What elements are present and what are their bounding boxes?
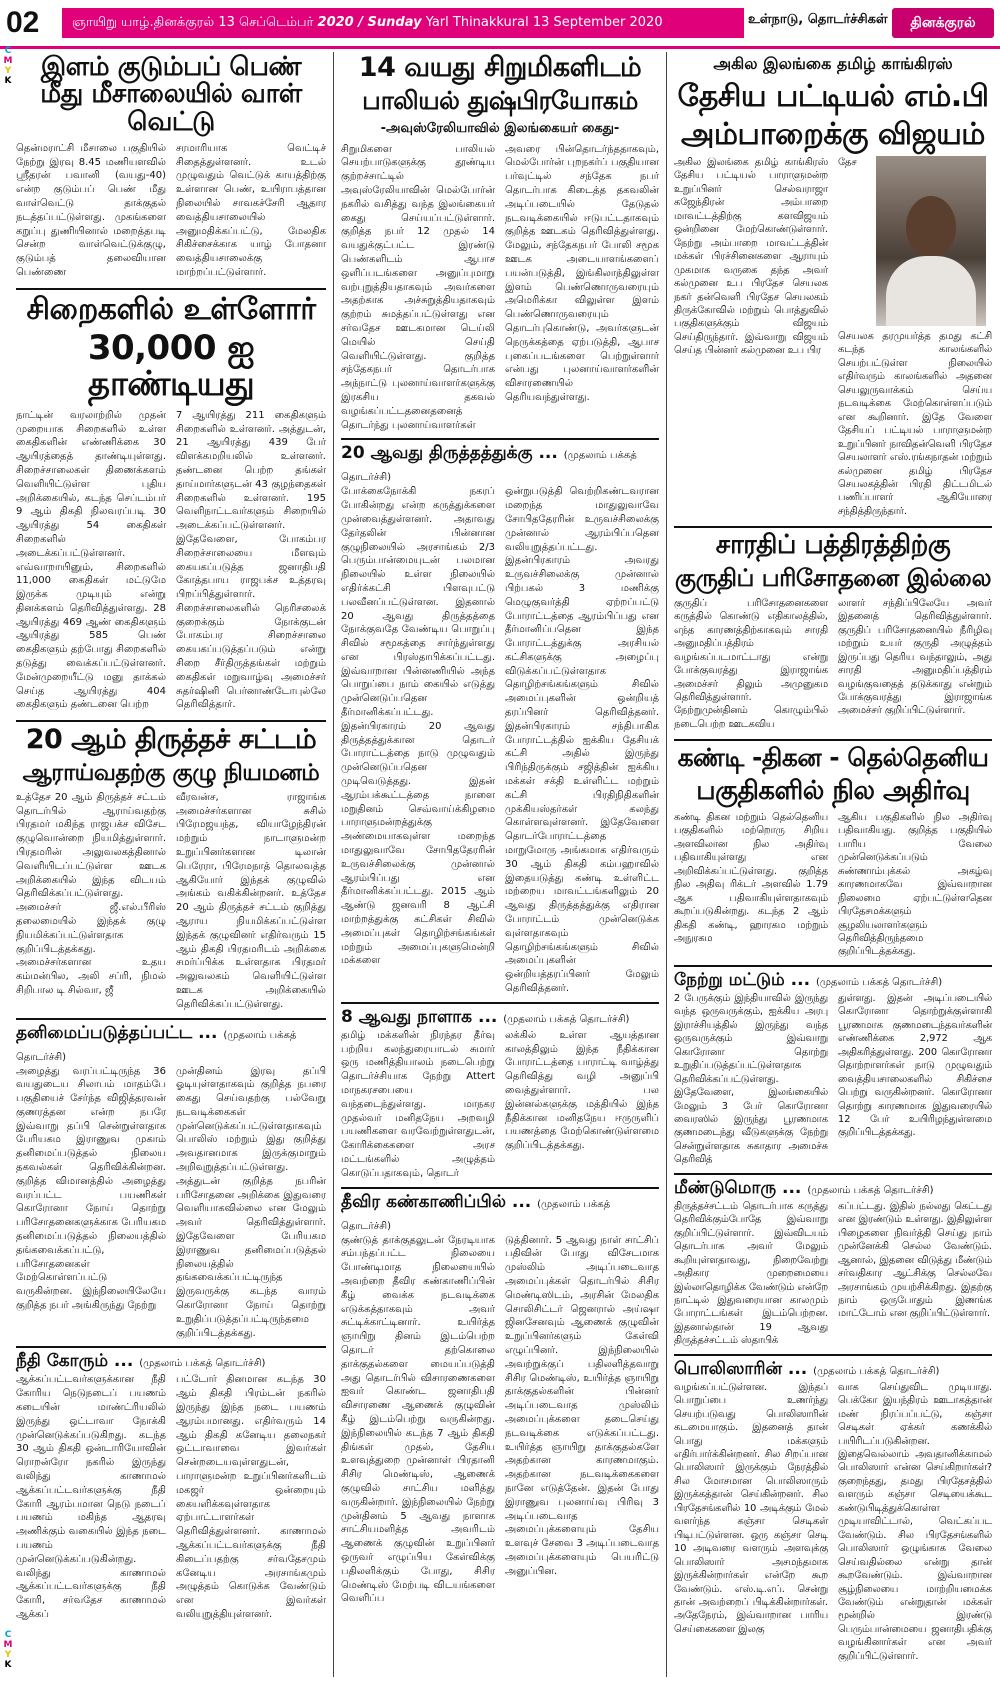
headline-line2: குருதிப் பரிசோதனை இல்லை: [674, 563, 992, 592]
continuation-8th-day: 8 ஆவது நாளாக ... (முதலாம் பக்கத் தொடர்ச்சி) தமிழ் மக்களின் நிரந்தர தீர்வு பற்றிய கலந்துரையாடல் சுமார் ஒரு மணித்தியாலம் நடைபெற்று தொடர்ச்சியாக நேற்று Attert மாநகரசபையை வந்தடைந்துள்ளது. மாநகர முதல்வர் மனிதநேய அறவழி பயணிகளை வரவேற்றுள்ளதுடன், கோரிக்கைகளை அரச மட்டங்களில் அழுத்தம் கொடுப்பதாகவும், தொடர் லக்கில் உள்ள ஆயத்தான காலத்திலும் இந்த நீதிக்கான போராட்டத்தை பாராட்டி வாழ்த்து தெரிவித்து வழி அனுப்பி வைத்துள்ளார். பல இன்னல்களுக்கு மத்தியில் இந்த நீதிக்கான மனிதநேய ஈருருளிப் பயணத்தை மேற்கொண்டுள்ளமை குறிப்பிடத்தக்கது.: [341, 1002, 659, 1181]
headline-line1: சாரதிப் பத்திரத்திற்கு: [715, 530, 951, 561]
subheadline: -அவுஸ்ரேலியாவில் இலங்கையர் கைது-: [380, 120, 620, 136]
article-body: குண்டுத் தாக்குதலுடன் நேரடியாக சம்பந்தப்பட்ட நிலையை போண்டிமாத நிலையையில் அவற்றை தீவிர கண்காணிப்பின் கீழ் வைக்க நடவடிக்கை எடுக்கத்தாகவும் அவர் சுட்டிக்காட்டினார். உயிர்த்த ஞாயிறு தினம் இடம்பெற்ற தொடர் தற்கொலை தாக்குதல்களை மையப்படுத்தி அது தொடர்பில் விசாரணைகளை ஐவர் கொண்ட ஜனாதிபதி விசாரணை ஆணைக் குழுவின் கீழ் இடம்பெற்று வருகின்றது. இந்நிலையில் கடந்த 7 ஆம் திகதி திங்கள் முதல், தேசிய உளவுத்துறை முன்னாள் பிரதானி சிசிர மெண்டிஸ், ஆணைக் குழுவில் சாட்சிய மளித்து வருகின்றார். இந்நிலையில் நேற்று முன்தினம் 5 ஆவது நாளாக சாட்சியமளித்த அவரிடம் ஆணைக் குழுவின் உறுப்பினர் ஒருவர் எழுப்பிய கேள்விக்கு பதிலளிக்கும் போது, சிசிர மெண்டிஸ் மேற்படி விடயங்களை வெளிப்ப: [341, 1234, 495, 1605]
continuation-title: நீதி கோரும்: [16, 1351, 108, 1372]
continuation-tag: (முதலாம் பக்கத் தொடர்ச்சி): [16, 1029, 297, 1063]
headline-line1: தேசிய பட்டியல் எம்.பி: [677, 79, 989, 114]
continuation-tag: (முதலாம் பக்கத் தொடர்ச்சி): [813, 1365, 940, 1377]
continuation-title: 8 ஆவது நாளாக: [341, 1006, 473, 1027]
article-body: லாளர் சந்திப்பிலேயே அவர் இதனைத் தெரிவித்துள்ளார். குருதிப் பரிசோதனையில் நீரிழிவு மற்றும் உயர் குருதி அழுத்தம் இருப்பது தெரிய வந்தாலும், அது சாரதி அனுமதிப்பத்திரம் வழங்குவதைத் தடுக்காது என்றும் போக்குவரத்து இராஜாங்க அமைச்சர் குறிப்பிட்டுள்ளார்.: [838, 597, 992, 717]
continuation-title: தனிமைப்படுத்தப்பட்ட: [16, 1022, 193, 1043]
article-misalai-attack: [16, 54, 326, 280]
photo-shirt: [886, 256, 976, 326]
article-body: ஒன்றுபடுத்தி வெற்றிகண்டவரான மறைந்த மாதுலுவாவே சோபிததேரரின் உருவச்சிலைக்கு முன்னால் ஆரம்பிப்பதென வலியுறுத்தப்பட்டது. இதன்பிரகாரம் அவரது உருவச்சிலைக்கு முன்னால் பிற்பகல் 3 மணிக்கு மெழுகுவர்த்தி ஏற்றப்பட்டு போராட்டத்தை ஆரம்பிப்பது என தீர்மானிப்பதென இந்த போராட்டத்துக்கு அரசியல் கட்சிகளுக்கு அழைப்பு விடுக்கப்பட்டுள்ளதாக தொழிற்சங்கங்களும் சிவில் அமைப்புகளின் ஒன்றியத் தரப்பினர் தெரிவித்தனர். இதன்பிரகாரம் சந்திபாகிக போராட்டத்தில் ஐக்கிய தேசியக் கட்சி அதில் இருந்து பிரிந்திருக்கும் சஜித்தின் ஐக்கிய மக்கள் சக்தி உள்ளிட்ட மற்றும் கட்சி பிரதிநிதிகளின் முக்கியஸ்தர்கள் கலந்து கொள்ளவுள்ளனர். இதேவேளை தொடர்போராட்டத்தை மாறுமோரு அங்கமாக எதிர்வரும் 30 ஆம் திகதி கம்பஹாவில் இதையடுத்து கண்டி உள்ளிட்ட மற்றைய மாவட்டங்களிலும் 20 ஆவது திருத்தத்துக்கு எதிரான போராட்டம் முன்னெடுக்க வுள்ளதாகவும் தொழிற்சங்கங்களும் சிவில் அமைப்புகளின் ஒன்றியத்தரப்பினர் மேலும் தெரிவித்தனர்.: [505, 486, 659, 995]
article-body: வீரவன்ச, ராஜாங்க அமைச்சர்களான சுசில் பிரேமஜயந்த, வியாழேந்திரன் மற்றும் நாடாளுமன்ற உறுப்பினர்களான டிலான் பெரேரா, பிரேமநாத் தொலவத்த ஆகியோர் இந்தக் குழுவில் அங்கம் வகிக்கின்றனர். உத்தேச 20 ஆம் திருத்தச் சட்டம் குறித்து ஆராய நியமிக்கப்பட்டுள்ள இந்தக் குழுவினர் எதிர்வரும் 15 ஆம் திகதி பிரதமரிடம் அறிக்கை சமர்ப்பிக்க உள்ளதாக பிரதமர் அலுவலகம் வெளியிட்டுள்ள ஊடக அறிக்கையில் தெரிவிக்கப்பட்டுள்ளது.: [176, 791, 326, 1010]
article-body: அகில இலங்கை தமிழ் காங்கிரஸ் தேசிய பட்டியல் பாராளுமன்ற உறுப்பினர் செல்வராஜா கஜேந்திரன் அம்பாறை மாவட்டத்திற்கு களவிஜயம் ஒன்றினை மேற்கொண்டுள்ளார். நேற்று அம்பாறை மாவட்டத்தின் மக்கள் பிரச்சினைகளை ஆராயும் முகமாக வருகை தந்த அவர் கல்முனை உப பிரதேச செயலக நகர் தன்வெளி பிரதேச செயலகம் திருக்கோவில் மற்றும் பொத்துவில் பகுதிகளுக்கும் விஜயம் செய்திருந்தார். இவ்வாறு விஜயம் செய்த பின்னர் கல்முனை உப பிர: [674, 157, 828, 357]
column-3: [674, 52, 992, 1663]
article-prisoners: [16, 291, 326, 712]
cmyk-y: Y: [4, 1650, 12, 1660]
continuation-police: பொலிஸாரின் ... (முதலாம் பக்கத் தொடர்ச்சி) வழங்கப்பட்டுள்ளன. இந்தப் பொறுப்பை உணர்ந்து செயற்படுவது பொலிஸாரின் கடமையாகும். இதனைத் தான் பொது மக்களும் எதிர்பார்க்கின்றனர். சில சிறப்பான பொலிஸார் இருக்கும் நேரத்தில் சில மோசமான பொலிஸாரும் இருக்கத்தான் செய்கின்றனர். சில பிரதேசங்களில் 10 அடிக்கும் மேல் வளர்ந்த கஞ்சா செடிகள் பிடிபட்டுள்ளன. ஒரு கஞ்சா செடி 10 அடிவரை வளரும் அளவுக்கு பொலிஸார் அசமந்தமாக இருக்கின்றார்கள் என்றே கூற வேண்டும். எஸ்.டி.எப். சென்று தான் அவற்றைப் பிடிக்கின்றார்கள். அதேநேரம், இவ்வாறான பாரிய செய்கைகளை இலகு வாக செய்துவிட முடியாது. பெக்கோ இயந்திரம் ஊடாகத்தான் மண் நிரப்பப்பட்டு, கஞ்சா செடிகள் ஏக்கர் கணக்கில் பயிரிடப்படுகின்றன. இதைவெல்லாம் அவதானிக்காமல் பொலிஸார் என்ன செய்கிறார்கள்? குறைந்தது, தமது பிரதேசத்தில் வளரும் கஞ்சா செடியைக்கூட கண்டுபிடித்துக்கொள்ள முடியாவிட்டால், வெட்கப்பட வேண்டும். சில பிரதேசங்களில் பொலிஸார் ஒழுங்காக வேலை செய்வதில்லை என்று தான் கூறவேண்டும். இவ்வாறான சூழ்நிலையை மாற்றியமைக்க வேண்டும் என்றுதான் மக்கள் மூன்றில் இரண்டு பெரும்பான்மையை ஜனாதிபதிக்கு வழங்கினார்கள் என அவர் குறிப்பிட்டுள்ளார்.: [674, 1354, 992, 1664]
headline: இளம் குடும்பப் பெண் மீது மீசாலையில் வாள் வெட்டு: [40, 52, 302, 137]
article-body: தமிழ் மக்களின் நிரந்தர தீர்வு பற்றிய கலந்துரையாடல் சுமார் ஒரு மணித்தியாலம் நடைபெற்று தொடர்ச்சியாக நேற்று Attert மாநகரசபையை வந்தடைந்துள்ளது. மாநகர முதல்வர் மனிதநேய அறவழி பயணிகளை வரவேற்றுள்ளதுடன், கோரிக்கைகளை அரச மட்டங்களில் அழுத்தம் கொடுப்பதாகவும், தொடர்: [341, 1029, 495, 1179]
page-header: [0, 0, 1000, 49]
cmyk-k: K: [4, 1660, 12, 1670]
headline-line2: அம்பாறைக்கு விஜயம்: [681, 116, 985, 152]
column-rule: [666, 52, 667, 1677]
article-20th-amendment-committee: [16, 726, 326, 1011]
cmyk-c: C: [4, 1630, 12, 1640]
continuation-covid: நேற்று மட்டும் ... (முதலாம் பக்கத் தொடர்ச்சி) 2 பேருக்கும் இந்தியாவில் இருந்து வந்த ஒருவருக்கும், ஐக்கிய அரபு இராச்சியத்தில் இருந்து வந்த ஒருவருக்கும் இவ்வாறு கொரோனா தொற்று உறுதிப்படுத்தப்பட்டுள்ளதாக தெரிவிக்கப்பட்டுள்ளது. இதேவேளை, இலங்கையில் மேலும் 3 பேர் கொரோனா வைரஸில் இருந்து பூரணமாக குணமடைந்து வீடுகளுக்கு நேற்று சென்றுள்ளதாக சுகாதார அமைச்சு தெரிவித் துள்ளது. இதன் அடிப்படையில் கொரோனா தொற்றுக்குள்ளாகி பூரணமாக குணமடைந்தவர்களின் எண்ணிக்கை 2,972 ஆக அதிகரித்துள்ளது. 200 கொரோனா தொற்றாளர்கள் நாடு முழுவதும் வைத்தியசாலைகளில் சிகிச்சை பெற்று வருகின்றனர். கொரோனா தொற்று காரணமாக இதுவரையில் 12 பேர் உயிரிழந்துள்ளமை குறிப்பிடத்தக்கது.: [674, 965, 992, 1167]
cmyk-k: K: [4, 76, 12, 86]
cmyk-marks-top: [2, 46, 14, 86]
continuation-tag: (முதலாம் பக்கத் தொடர்ச்சி): [341, 1198, 611, 1232]
article-body: [838, 156, 992, 518]
headline-line2: ஆராய்வதற்கு குழு நியமனம்: [22, 759, 320, 786]
article-body: வாக செய்துவிட முடியாது. பெக்கோ இயந்திரம் ஊடாகத்தான் மண் நிரப்பப்பட்டு, கஞ்சா செடிகள் ஏக்கர் கணக்கில் பயிரிடப்படுகின்றன. இதைவெல்லாம் அவதானிக்காமல் பொலிஸார் என்ன செய்கிறார்கள்? குறைந்தது, தமது பிரதேசத்தில் வளரும் கஞ்சா செடியைக்கூட கண்டுபிடித்துக்கொள்ள முடியாவிட்டால், வெட்கப்பட வேண்டும். சில பிரதேசங்களில் பொலிஸார் ஒழுங்காக வேலை செய்வதில்லை என்று தான் கூறவேண்டும். இவ்வாறான சூழ்நிலையை மாற்றியமைக்க வேண்டும் என்றுதான் மக்கள் மூன்றில் இரண்டு பெரும்பான்மையை ஜனாதிபதிக்கு வழங்கினார்கள் என அவர் குறிப்பிட்டுள்ளார்.: [838, 1381, 992, 1662]
page-number: 02: [6, 6, 40, 39]
headline-line1: கண்டி -திகன - தெல்தெனிய: [677, 743, 989, 773]
photo-face: [906, 196, 956, 258]
article-body: நாட்டின் வரலாற்றில் முதன் முறையாக சிறைகளில் உள்ள கைதிகளின் எண்ணிக்கை 30 ஆயிரத்தைத் தாண்டியுள்ளது. சிறைச்சாலைகள் திணைக்களம் வெளியிட்டுள்ள புதிய அறிக்கையில், கடந்த செப்டம்பர் 9 ஆம் திகதி நிலவரப்படி 30 ஆயிரத்து 54 கைதிகள் சிறைகளில் அடைக்கப்பட்டுள்ளனர். எவ்வாறாயினும், சிறைகளில் 11,000 கைதிகள் மட்டுமே இருக்க முடியும் என்று தினக்களம் தெரிவித்துள்ளது. 28 ஆயிரத்து 469 ஆண் கைதிகளும் ஆயிரத்து 585 பெண் கைதிகளும் தற்போது சிறைகளில் தடுத்து வைக்கப்பட்டுள்ளனர். மேன்முறையீட்டு மனு தாக்கல் செய்த ஆயிரத்து 404 கைதிகளும் தண்டனை பெற்ற: [16, 409, 166, 711]
column-2: [341, 52, 659, 1606]
article-mp-visit: [674, 54, 992, 518]
date-tamil: ஞாயிறு யாழ்.தினக்குரல் 13 செப்டெம்பர்: [72, 15, 314, 30]
continuation-tag: (முதலாம் பக்கத் தொடர்ச்சி): [139, 1358, 266, 1370]
continuation-quarantine: தனிமைப்படுத்தப்பட்ட ... (முதலாம் பக்கத் தொடர்ச்சி) அழைத்து வரப்பட்டிருந்த 36 வயதுடைய சிலாபம் மாதம்பே பகுதியைச் சேர்ந்த விஜித்தரவன் குணரத்தன என்ற நபரே இவ்வாறு தப்பி சென்றுள்ளதாக பேரியகம இராணுவ முகாம் தனிமைப்படுத்தல் நிலைய தகவல்கள் தெரிவிக்கின்றன. குறித்த விமானத்தில் அழைத்து வரப்பட்ட பயணிகள் கொரோனா நோய் தொற்று பரிசோதனைகளுக்காக பேரியகம தனிமைப்படுத்தல் நிலையத்தில் தங்கவைக்கப்பட்டு, பரிசோதனைகள் மேற்கொள்ளப்பட்டு வருகின்றன. இந்நிலையிலேயே குறித்த நபர் அங்கிருந்து நேற்று முன்தினம் இரவு தப்பி ஓடியுள்ளதாகவும் குறித்த நபரை கைது செய்வதற்கு பல்வேறு நடவடிக்கைகள் முன்னெடுக்கப்பட்டுள்ளதாகவும் பொலிஸ் மற்றும் இது குறித்து அவதானமாக இருக்குமாறும் அறிவுறுத்தப்பட்டுள்ளது. அத்துடன் குறித்த நபரின் பரிசோதனை அறிக்கை இதுவரை வெளியாகவில்லை என மேலும் அவர் தெரிவித்துள்ளார். இதேவேளை பேரியகம இராணுவ தனிமைப்படுத்தல் நிலையத்தில் தங்கவைக்கப்பட்டிருந்த இருவருக்கு கடந்த வாரம் கொரோனா நோய் தொற்று உறுதிப்படுத்தப்பட்டிருந்தமை குறிப்பிடத்தக்கது.: [16, 1018, 326, 1341]
article-body: வழங்கப்பட்டுள்ளன. இந்தப் பொறுப்பை உணர்ந்து செயற்படுவது பொலிஸாரின் கடமையாகும். இதனைத் தான் பொது மக்களும் எதிர்பார்க்கின்றனர். சில சிறப்பான பொலிஸார் இருக்கும் நேரத்தில் சில மோசமான பொலிஸாரும் இருக்கத்தான் செய்கின்றனர். சில பிரதேசங்களில் 10 அடிக்கும் மேல் வளர்ந்த கஞ்சா செடிகள் பிடிபட்டுள்ளன. ஒரு கஞ்சா செடி 10 அடிவரை வளரும் அளவுக்கு பொலிஸார் அசமந்தமாக இருக்கின்றார்கள் என்றே கூற வேண்டும். எஸ்.டி.எப். சென்று தான் அவற்றைப் பிடிக்கின்றார்கள். அதேநேரம், இவ்வாறான பாரிய செய்கைகளை இலகு: [674, 1381, 828, 1635]
kicker: அகில இலங்கை தமிழ் காங்கிரஸ்: [713, 54, 953, 73]
cmyk-m: M: [3, 56, 13, 66]
article-body: தென்மராட்சி மீசாலை பகுதியில் நேற்று இரவு 8.45 மணியளவில் ஸ்ரீதரன் பவானி (வயது-40) என்ற குடும்பப் பெண் மீது வாள்வெட்டு தாக்குதல் நடத்தப்பட்டுள்ளது. முகங்களை கறுப்பு துணியினால் மறைத்தபடி சென்ற வாள்வெட்டுக்குழு, குடும்பத் தலைவியான பெண்ணை: [16, 142, 166, 279]
cmyk-m: M: [3, 1640, 13, 1650]
article-earthquake: [674, 745, 992, 959]
article-body: 7 ஆயிரத்து 211 கைதிகளும் சிறைகளில் உள்ளனர். அத்துடன், 21 ஆயிரத்து 439 பேர் விளக்கமறியலில் உள்ளனர். தண்டனை பெற்ற தங்கள் தாய்மார்களுடன் 43 குழந்தைகள் சிறைகளில் உள்ளனர். 195 வெளிநாட்டவர்களும் சிறையில் அடைக்கப்பட்டுள்ளனர். இதேவேளை, போகம்பர சிறைச்சாலையை மீளவும் கையகப்படுத்த ஜனாதிபதி கோத்தபாய ராஜபக்ச உத்தரவு பிறப்பித்துள்ளார். சிறைச்சாலைகளில் நெரிசலைக் குறைக்கும் நோக்குடன் போகம்பர சிறைச்சாலை கையகப்படுத்தப்படும் என்று சிறை சீர்திருத்தங்கள் மற்றும் கைதிகள் மறுவாழ்வு அமைச்சர் சுதர்ஷினி பெர்னாண்டோபுல்லே தெரிவித்தார்.: [176, 409, 326, 711]
article-body: கப்பட்டது. இதில் நல்லது கெட்டது என இரண்டும் உள்ளது. இதிலுள்ள பிழைகளை நிவர்த்தி செய்து நாம் முன்னேக்கி செல்ல வேண்டும். ஆனால், இதனை விடுத்து மீண்டும் சர்வதிகார ஆட்சிக்கு செல்லவே அரசாங்கம் முயற்சிக்கிறது. இதற்கு நாம் ஒருபோதும் இணங்க மாட்டோம் என குறிப்பிட்டுள்ளார்.: [838, 1200, 992, 1320]
headline-line1: 14 வயது சிறுமிகளிடம்: [358, 52, 642, 83]
continuation-title: நேற்று மட்டும்: [674, 969, 785, 990]
column-1: [16, 52, 326, 1622]
continuation-surveillance: தீவிர கண்காணிப்பில் ... (முதலாம் பக்கத் தொடர்ச்சி) குண்டுத் தாக்குதலுடன் நேரடியாக சம்பந்தப்பட்ட நிலையை போண்டிமாத நிலையையில் அவற்றை தீவிர கண்காணிப்பின் கீழ் வைக்க நடவடிக்கை எடுக்கத்தாகவும் அவர் சுட்டிக்காட்டினார். உயிர்த்த ஞாயிறு தினம் இடம்பெற்ற தொடர் தற்கொலை தாக்குதல்களை மையப்படுத்தி அது தொடர்பில் விசாரணைகளை ஐவர் கொண்ட ஜனாதிபதி விசாரணை ஆணைக் குழுவின் கீழ் இடம்பெற்று வருகின்றது. இந்நிலையில் கடந்த 7 ஆம் திகதி திங்கள் முதல், தேசிய உளவுத்துறை முன்னாள் பிரதானி சிசிர மெண்டிஸ், ஆணைக் குழுவில் சாட்சிய மளித்து வருகின்றார். இந்நிலையில் நேற்று முன்தினம் 5 ஆவது நாளாக சாட்சியமளித்த அவரிடம் ஆணைக் குழுவின் உறுப்பினர் ஒருவர் எழுப்பிய கேள்விக்கு பதிலளிக்கும் போது, சிசிர மெண்டிஸ் மேற்படி விடயங்களை வெளிப்ப டுத்தினார். 5 ஆவது நாள் சாட்சிப் பதிவின் போது விசேடமாக முஸ்லிம் அடிப்படைவாத அமைப்புக்கள் தொடர்பில் சிசிர மெண்டிஸிடம், அரசின் மேலதிக சொலிசிட்டர் ஜெனரால் அய்ஷா ஜினசேனவும் ஆணைக் குழுவின் உறுப்பினர்களும் கேள்வி எழுப்பினர். இந்நிலையில் அவற்றுக்குப் பதிலளித்தவாறு சிசிர மெண்டிஸ், உயிர்த்த ஞாயிறு தாக்குதல்களின் பின்னர் அடிப்படைவாத முஸ்லிம் அமைப்புக்களை தடைசெய்து நடவடிக்கை எடுக்கப்பட்டது. உயிர்த்த ஞாயிறு தாக்குதல்களே அதற்கான காரணமாகும். அதற்கான நடவடிக்கைகளை நானே எடுத்தேன். இதன் போது இராணுவ புலனாய்வு பிரிவு 3 அடிப்படைவாத அமைப்புக்களையும் தேசிய உளவுச் சேவை 3 அடிப்படைவாத அமைப்புக்களையும் பெயரிட்டு அனுப்பின.: [341, 1187, 659, 1607]
article-abuse-arrest: [341, 54, 659, 432]
article-body: துள்ளது. இதன் அடிப்படையில் கொரோனா தொற்றுக்குள்ளாகி பூரணமாக குணமடைந்தவர்களின் எண்ணிக்கை 2,972 ஆக அதிகரித்துள்ளது. 200 கொரோனா தொற்றாளர்கள் நாடு முழுவதும் வைத்தியசாலைகளில் சிகிச்சை பெற்று வருகின்றனர். கொரோனா தொற்று காரணமாக இதுவரையில் 12 பேர் உயிரிழந்துள்ளமை குறிப்பிடத்தக்கது.: [838, 992, 992, 1139]
continuation-title: மீண்டுமொரு: [674, 1177, 777, 1198]
article-body: பட்டோர் தினமான கடந்த 30 ஆம் திகதி பிரம்டன் நகரில் இருந்து இந்த நடை பயணம் ஆரம்பமானது. எதிர்வரும் 14 ஆம் திகதி கனேடிய தலைநகர் ஒட்டாவாவை இவர்கள் சென்றடையவுள்ளதுடன், பாராளுமன்ற உறுப்பினர்களிடம் மகஜர் ஒன்றையும் கையளிக்கவுள்ளதாக ஏற்பாட்டாளர்கள் தெரிவித்துள்ளனர். காணாமல் ஆக்கப்பட்டவர்களுக்கு நீதி கிடைப்பதற்கு சர்வதேசமும் கனேடிய அரசாங்கமும் அழுத்தம் கொடுக்க வேண்டும் என இவர்கள் வலியுறுத்தியுள்ளனர்.: [176, 1374, 326, 1620]
article-body: சிறுமிகளை பாலியல் செயற்பாடுகளுக்கு தூண்டிய குற்றச்சாட்டில் அவுஸ்ரேலியாவின் மெல்போர்ன் நகரில் வசித்து வந்த இலங்கையர் கைது செய்யப்பட்டுள்ளார். குறித்த நபர் 12 முதல் 14 வயதுக்குட்பட்ட இரண்டு பெண்களிடம் ஆபாச ஒளிப்படங்களை அனுப்புமாறு வற்புறுத்தியதாகவும் அவர்களை அதற்காக அச்சுறுத்தியதாகவும் குற்றம் சுமத்தப்பட்டுள்ளது என சர்வதேச ஊடகமான டெய்லி மெயில் செய்தி வெளியிட்டுள்ளது. குறித்த சந்தேகநபர் தொடர்பாக அந்நாட்டு புலனாய்வாளர்களுக்கு இரகசிய தகவல் வழங்கப்பட்டதனைதனைத் தொடர்ந்து புலனாய்வாளர்கள்: [341, 143, 495, 431]
article-license-blood-test: [674, 532, 992, 731]
headline-line2: 30,000 ஐ தாண்டியது: [87, 328, 255, 405]
article-body: திருத்தச்சட்டம் தொடர்பாக கருத்து தெரிவிக்கும்போதே இவ்வாறு குறிப்பிட்டுள்ளார். இவ்விடயம் தொடர்பாக அவர் மேலும் கூறியுள்ளதாவது, நிறைவேற்று அதிகார முறைமையை இல்லாதொழிக்க வேண்டும் என்றே நாட்டில் இதுவரையான காலமும் போராட்டங்கள் இடம்பெற்றன. இதனால்தான் 19 ஆவது திருத்தச்சட்டம் ஸ்தாபிக்: [674, 1200, 828, 1347]
cmyk-y: Y: [4, 66, 12, 76]
section-label: உள்நாடு, தொடர்ச்சிகள்: [748, 12, 888, 27]
continuation-tag: (முதலாம் பக்கத் தொடர்ச்சி): [815, 976, 943, 988]
continuation-title: பொலிஸாரின்: [674, 1358, 782, 1379]
article-body: போக்கைநோக்கி நகரப் போகின்றது என்ற கருத்துக்களை முன்வைத்துள்ளனர். அதாவது தேர்தலின் பின்னான குழுநிலையில் அரசாங்கம் 2/3 பெரும்பான்மையுடன் பலமான நிலையில் உள்ள நிலையில் எதிர்க்கட்சி பிளவுபட்டு பலவீனப்பட்டுள்ளன. இதனால் 20 ஆவது திருத்தத்தை நோக்குவதே வேண்டிய பொறுப்பு சிவில் சமூகத்தை சார்ந்துள்ளது என பிரஸ்தாபிக்கப்பட்டது. இவ்வாறான பின்னணியில் அந்த பொறுப்பை நாம் கையில் எடுத்து முன்னெடுப்பதென தீர்மானிக்கப்பட்டது. இதன்பிரகாரம் 20 ஆவது திருத்தத்துக்கான தொடர் போராட்டத்தை நாடு முழுவதும் முன்னெடுப்பதென முடிவெடுத்தது. இதன் ஆரம்பக்கூட்டத்தை நாளை மறுதினம் செவ்வாய்க்கிழமை பாராளுமன்றத்துக்கு அண்மையாகவுள்ள மறைந்த மாதுலுவாவே சோபிததேரரின் உருவச்சிலைக்கு முன்னால் ஆரம்பிப்பது என தீர்மானிக்கப்பட்டது. 2015 ஆம் ஆண்டு ஜனவரி 8 ஆட்சி மாற்றத்துக்கு கட்சிகள் சிவில் அமைப்புகள் தொழிற்சங்கங்கள் மற்றும் அமைப்புகளுமென்றி மக்களை: [341, 486, 495, 967]
article-body: லக்கில் உள்ள ஆயத்தான காலத்திலும் இந்த நீதிக்கான போராட்டத்தை பாராட்டி வாழ்த்து தெரிவித்து வழி அனுப்பி வைத்துள்ளார். பல இன்னல்களுக்கு மத்தியில் இந்த நீதிக்கான மனிதநேய ஈருருளிப் பயணத்தை மேற்கொண்டுள்ளமை குறிப்பிடத்தக்கது.: [505, 1029, 659, 1152]
article-body: 2 பேருக்கும் இந்தியாவில் இருந்து வந்த ஒருவருக்கும், ஐக்கிய அரபு இராச்சியத்தில் இருந்து வந்த ஒருவருக்கும் இவ்வாறு கொரோனா தொற்று உறுதிப்படுத்தப்பட்டுள்ளதாக தெரிவிக்கப்பட்டுள்ளது. இதேவேளை, இலங்கையில் மேலும் 3 பேர் கொரோனா வைரஸில் இருந்து பூரணமாக குணமடைந்து வீடுகளுக்கு நேற்று சென்றுள்ளதாக சுகாதார அமைச்சு தெரிவித்: [674, 992, 828, 1166]
continuation-tag: (முதலாம் பக்கத் தொடர்ச்சி): [503, 1013, 630, 1025]
article-body: சரமாரியாக வெட்டிச் சிதைத்துள்ளனர். உடல் முழுவதும் வெட்டுக் காயத்திற்கு உள்ளான பெண், உயிராபத்தான நிலையில் சாவகச்சேரி ஆதார வைத்தியசாலையில் அனுமதிக்கப்பட்டு, மேலதிக சிகிச்சைக்காக யாழ் போதனா வைத்தியசாலைக்கு மாற்றப்பட்டுள்ளார்.: [176, 142, 326, 279]
article-body-text: தேச செயலக தரமுயர்த்த தமது கட்சி கடந்த காலங்களில் செயற்பட்டுள்ள நிலையில் எதிர்வரும் காலங்களில் அதனை செயலுருவாக்கம் செய்ய நடவடிக்கை மேற்கொள்ளப்படும் என கூறினார். இதே வேளை தேசியப் பட்டியல் பாராளுமன்ற உறுப்பினர் நாவிதன்வெளி பிரதேச செயலாளர் எஸ்.ரங்கநாதன் மற்றும் கல்முனை தமிழ் பிரதேச செயலகத்தின் பிரதி திட்டமிடல் பணிப்பாளர் ஆகியோரை சந்தித்திருந்தார்.: [838, 157, 992, 517]
continuation-justice-walk: நீதி கோரும் ... (முதலாம் பக்கத் தொடர்ச்சி) ஆக்கப்பட்டவர்களுக்கான நீதி கோரிய நெடுநடைப் பயணம் கடையின் மாண்ட்ரியலில் இருந்து ஒட்டாவா நோக்கி முன்னெடுக்கப்படுகிறது. கடந்த 30 ஆம் திகதி ஒன்டாரியோவின் ரொறன்ரோ நகரில் இருந்து வலிந்து காணாமல் ஆக்கப்பட்டவர்களுக்கு நீதி கோரி ஆரம்பமான நெடு நடைப் பயணம் மகிந்த ஆதரவு அணிக்கும் வகையில் இந்த நடை பயணம் முன்னெடுக்கப்படுகின்றது. வலிந்து காணாமல் ஆக்கப்பட்டவர்களுக்கு நீதி கோரி, சர்வதேச காணாமல் ஆக்கப் பட்டோர் தினமான கடந்த 30 ஆம் திகதி பிரம்டன் நகரில் இருந்து இந்த நடை பயணம் ஆரம்பமானது. எதிர்வரும் 14 ஆம் திகதி கனேடிய தலைநகர் ஒட்டாவாவை இவர்கள் சென்றடையவுள்ளதுடன், பாராளுமன்ற உறுப்பினர்களிடம் மகஜர் ஒன்றையும் கையளிக்கவுள்ளதாக ஏற்பாட்டாளர்கள் தெரிவித்துள்ளனர். காணாமல் ஆக்கப்பட்டவர்களுக்கு நீதி கிடைப்பதற்கு சர்வதேசமும் கனேடிய அரசாங்கமும் அழுத்தம் கொடுக்க வேண்டும் என இவர்கள் வலியுறுத்தியுள்ளனர்.: [16, 1346, 326, 1621]
year-day: 2020 / Sunday: [317, 15, 422, 30]
headline-line2: பகுதிகளில் நில அதிர்வு: [696, 775, 970, 806]
continuation-tag: (முதலாம் பக்கத் தொடர்ச்சி): [341, 450, 637, 484]
column-rule: [333, 52, 334, 1677]
article-body: டுத்தினார். 5 ஆவது நாள் சாட்சிப் பதிவின் போது விசேடமாக முஸ்லிம் அடிப்படைவாத அமைப்புக்கள் தொடர்பில் சிசிர மெண்டிஸிடம், அரசின் மேலதிக சொலிசிட்டர் ஜெனரால் அய்ஷா ஜினசேனவும் ஆணைக் குழுவின் உறுப்பினர்களும் கேள்வி எழுப்பினர். இந்நிலையில் அவற்றுக்குப் பதிலளித்தவாறு சிசிர மெண்டிஸ், உயிர்த்த ஞாயிறு தாக்குதல்களின் பின்னர் அடிப்படைவாத முஸ்லிம் அமைப்புக்களை தடைசெய்து நடவடிக்கை எடுக்கப்பட்டது. உயிர்த்த ஞாயிறு தாக்குதல்களே அதற்கான காரணமாகும். அதற்கான நடவடிக்கைகளை நானே எடுத்தேன். இதன் போது இராணுவ புலனாய்வு பிரிவு 3 அடிப்படைவாத அமைப்புக்களையும் தேசிய உளவுச் சேவை 3 அடிப்படைவாத அமைப்புக்களையும் பெயரிட்டு அனுப்பின.: [505, 1234, 659, 1577]
newspaper-logo: தினக்குரல்: [892, 8, 994, 38]
article-body: முன்தினம் இரவு தப்பி ஓடியுள்ளதாகவும் குறித்த நபரை கைது செய்வதற்கு பல்வேறு நடவடிக்கைகள் முன்னெடுக்கப்பட்டுள்ளதாகவும் பொலிஸ் மற்றும் இது குறித்து அவதானமாக இருக்குமாறும் அறிவுறுத்தப்பட்டுள்ளது. அத்துடன் குறித்த நபரின் பரிசோதனை அறிக்கை இதுவரை வெளியாகவில்லை என மேலும் அவர் தெரிவித்துள்ளார். இதேவேளை பேரியகம இராணுவ தனிமைப்படுத்தல் நிலையத்தில் தங்கவைக்கப்பட்டிருந்த இருவருக்கு கடந்த வாரம் கொரோனா நோய் தொற்று உறுதிப்படுத்தப்பட்டிருந்தமை குறிப்பிடத்தக்கது.: [176, 1065, 326, 1339]
cmyk-c: C: [4, 46, 12, 56]
date-band: [62, 8, 744, 38]
continuation-20th-amendment: 20 ஆவது திருத்தத்துக்கு ... (முதலாம் பக்கத் தொடர்ச்சி) போக்கைநோக்கி நகரப் போகின்றது என்ற கருத்துக்களை முன்வைத்துள்ளனர். அதாவது தேர்தலின் பின்னான குழுநிலையில் அரசாங்கம் 2/3 பெரும்பான்மையுடன் பலமான நிலையில் உள்ள நிலையில் எதிர்க்கட்சி பிளவுபட்டு பலவீனப்பட்டுள்ளன. இதனால் 20 ஆவது திருத்தத்தை நோக்குவதே வேண்டிய பொறுப்பு சிவில் சமூகத்தை சார்ந்துள்ளது என பிரஸ்தாபிக்கப்பட்டது. இவ்வாறான பின்னணியில் அந்த பொறுப்பை நாம் கையில் எடுத்து முன்னெடுப்பதென தீர்மானிக்கப்பட்டது. இதன்பிரகாரம் 20 ஆவது திருத்தத்துக்கான தொடர் போராட்டத்தை நாடு முழுவதும் முன்னெடுப்பதென முடிவெடுத்தது. இதன் ஆரம்பக்கூட்டத்தை நாளை மறுதினம் செவ்வாய்க்கிழமை பாராளுமன்றத்துக்கு அண்மையாகவுள்ள மறைந்த மாதுலுவாவே சோபிததேரரின் உருவச்சிலைக்கு முன்னால் ஆரம்பிப்பது என தீர்மானிக்கப்பட்டது. 2015 ஆம் ஆண்டு ஜனவரி 8 ஆட்சி மாற்றத்துக்கு கட்சிகள் சிவில் அமைப்புகள் தொழிற்சங்கங்கள் மற்றும் அமைப்புகளுமென்றி மக்களை ஒன்றுபடுத்தி வெற்றிகண்டவரான மறைந்த மாதுலுவாவே சோபிததேரரின் உருவச்சிலைக்கு முன்னால் ஆரம்பிப்பதென வலியுறுத்தப்பட்டது. இதன்பிரகாரம் அவரது உருவச்சிலைக்கு முன்னால் பிற்பகல் 3 மணிக்கு மெழுகுவர்த்தி ஏற்றப்பட்டு போராட்டத்தை ஆரம்பிப்பது என தீர்மானிப்பதென இந்த போராட்டத்துக்கு அரசியல் கட்சிகளுக்கு அழைப்பு விடுக்கப்பட்டுள்ளதாக தொழிற்சங்கங்களும் சிவில் அமைப்புகளின் ஒன்றியத் தரப்பினர் தெரிவித்தனர். இதன்பிரகாரம் சந்திபாகிக போராட்டத்தில் ஐக்கிய தேசியக் கட்சி அதில் இருந்து பிரிந்திருக்கும் சஜித்தின் ஐக்கிய மக்கள் சக்தி உள்ளிட்ட மற்றும் கட்சி பிரதிநிதிகளின் முக்கியஸ்தர்கள் கலந்து கொள்ளவுள்ளனர். இதேவேளை தொடர்போராட்டத்தை மாறுமோரு அங்கமாக எதிர்வரும் 30 ஆம் திகதி கம்பஹாவில் இதையடுத்து கண்டி உள்ளிட்ட மற்றைய மாவட்டங்களிலும் 20 ஆவது திருத்தத்துக்கு எதிரான போராட்டம் முன்னெடுக்க வுள்ளதாகவும் தொழிற்சங்கங்களும் சிவில் அமைப்புகளின் ஒன்றியத்தரப்பினர் மேலும் தெரிவித்தனர்.: [341, 438, 659, 995]
article-body: உத்தேச 20 ஆம் திருத்தச் சட்டம் தொடர்பில் ஆராய்வதற்கு பிரதமர் மகிந்த ராஜபக்ச விசேட குழுவொன்றை நியமித்துள்ளார். பிரதமரின் அலுவலகத்தினால் வெளியிடப்பட்டுள்ள ஊடக அறிக்கையில் இந்த விடயம் தெரிவிக்கப்பட்டுள்ளது. அமைச்சர் ஜீ.எல்.பீரிஸ் தலைமையில் இந்தக் குழு நியமிக்கப்பட்டுள்ளதாக குறிப்பிடத்தக்கது. அமைச்சர்களான உதய கம்மன்பில, அலி சப்ரி, நிமல் சிறிபால டி சில்வா, ஜீ: [16, 791, 166, 996]
continuation-again: மீண்டுமொரு ... (முதலாம் பக்கத் தொடர்ச்சி) திருத்தச்சட்டம் தொடர்பாக கருத்து தெரிவிக்கும்போதே இவ்வாறு குறிப்பிட்டுள்ளார். இவ்விடயம் தொடர்பாக அவர் மேலும் கூறியுள்ளதாவது, நிறைவேற்று அதிகார முறைமையை இல்லாதொழிக்க வேண்டும் என்றே நாட்டில் இதுவரையான காலமும் போராட்டங்கள் இடம்பெற்றன. இதனால்தான் 19 ஆவது திருத்தச்சட்டம் ஸ்தாபிக் கப்பட்டது. இதில் நல்லது கெட்டது என இரண்டும் உள்ளது. இதிலுள்ள பிழைகளை நிவர்த்தி செய்து நாம் முன்னேக்கி செல்ல வேண்டும். ஆனால், இதனை விடுத்து மீண்டும் சர்வதிகார ஆட்சிக்கு செல்லவே அரசாங்கம் முயற்சிக்கிறது. இதற்கு நாம் ஒருபோதும் இணங்க மாட்டோம் என குறிப்பிட்டுள்ளார்.: [674, 1173, 992, 1348]
article-body: ஆக்கப்பட்டவர்களுக்கான நீதி கோரிய நெடுநடைப் பயணம் கடையின் மாண்ட்ரியலில் இருந்து ஒட்டாவா நோக்கி முன்னெடுக்கப்படுகிறது. கடந்த 30 ஆம் திகதி ஒன்டாரியோவின் ரொறன்ரோ நகரில் இருந்து வலிந்து காணாமல் ஆக்கப்பட்டவர்களுக்கு நீதி கோரி ஆரம்பமான நெடு நடைப் பயணம் மகிந்த ஆதரவு அணிக்கும் வகையில் இந்த நடை பயணம் முன்னெடுக்கப்படுகின்றது. வலிந்து காணாமல் ஆக்கப்பட்டவர்களுக்கு நீதி கோரி, சர்வதேச காணாமல் ஆக்கப்: [16, 1374, 166, 1620]
cmyk-marks-bottom: [2, 1630, 14, 1670]
article-body: ஆகிய பகுதிகளில் நில அதிர்வு பதிவாகியது. குறித்த பகுதியில் பாரிய வேலை முன்னெடுக்கப்படும் சுண்ணாம்புக்கல் அகழ்வு காரணமாகவே இவ்வாறான நிலைமை ஏற்பட்டுள்ளதென பிரதேசமக்களும் சூழலியலாளர்களும் தெரிவித்திருந்தமை குறிப்பிடத்தக்கது.: [838, 811, 992, 958]
mp-photo: [876, 156, 986, 326]
headline-line2: பாலியல் துஷ்பிரயோகம்: [362, 86, 638, 116]
continuation-title: 20 ஆவது திருத்தத்துக்கு: [341, 443, 533, 464]
continuation-title: தீவிர கண்காணிப்பில்: [341, 1191, 506, 1212]
headline-line1: சிறைகளில் உள்ளோர்: [26, 291, 316, 327]
headline-line1: 20 ஆம் திருத்தச் சட்டம்: [25, 724, 317, 756]
article-body: அவரை பின்தொடர்ந்ததாகவும், மெல்போர்ன் புறநகர்ப் பகுதியான பர்வுட்டில் சந்தேக நபர் தொடர்பாக கிடைத்த தகவலின் அடிப்படையில் தேடுதல் நடவடிக்கையில் ஈடுபட்டதாகவும் குறித்த ஊடகம் தெரிவித்துள்ளது. மேலும், சந்தேகநபர் போலி சமூக ஊடக அடையாளங்களைப் பயன்படுத்தி, இங்கிலாந்திலுள்ள இளம் பெண்ணொருவரையும் அமெரிக்கா விலுள்ள இளம் பெண்ணொருவரையும் தொடர்புகொண்டு, அவர்களுடன் நெருக்கத்தை ஏற்படுத்தி, ஆபாச புகைப்படங்களை பெற்றுள்ளார் என்பது புலனாய்வாளர்களின் விசாரணையில் தெரியவந்துள்ளது.: [505, 143, 659, 403]
continuation-tag: (முதலாம் பக்கத் தொடர்ச்சி): [807, 1184, 934, 1196]
article-body: குருதிப் பரிசோதனைகளை கருத்தில் கொண்டு எதிகாலத்தில், எந்த காரணத்திற்காகவும் சாரதி அனுமதிப்பத்திரம் வழங்கப்படமாட்டாது என்று போக்குவரத்து இராஜாங்க அமைச்சர் திலும் அமுனுகம தெரிவித்துள்ளார். நேற்றுமுன்தினம் கொழும்பில் நடைபெற்ற ஊடகவிய: [674, 597, 828, 730]
english-date: Yarl Thinakkural 13 September 2020: [425, 15, 663, 30]
article-body: கண்டி திகன மற்றும் தெல்தெனிய பகுதிகளில் மற்றொரு சிறிய அளவிலான நில அதிர்வு பதிவாகியுள்ளது என அறிவிக்கப்பட்டுள்ளது. குறித்த நில அதிவு ரிக்டர் அளவில் 1.79 ஆக பதிவாகியுள்ளதாகவும் கூறப்படுகின்றது. கடந்த 2 ஆம் திகதி கண்டி, ஹாரகம மற்றும் அநுரகம: [674, 811, 828, 944]
article-body: அழைத்து வரப்பட்டிருந்த 36 வயதுடைய சிலாபம் மாதம்பே பகுதியைச் சேர்ந்த விஜித்தரவன் குணரத்தன என்ற நபரே இவ்வாறு தப்பி சென்றுள்ளதாக பேரியகம இராணுவ முகாம் தனிமைப்படுத்தல் நிலைய தகவல்கள் தெரிவிக்கின்றன. குறித்த விமானத்தில் அழைத்து வரப்பட்ட பயணிகள் கொரோனா நோய் தொற்று பரிசோதனைகளுக்காக பேரியகம தனிமைப்படுத்தல் நிலையத்தில் தங்கவைக்கப்பட்டு, பரிசோதனைகள் மேற்கொள்ளப்பட்டு வருகின்றன. இந்நிலையிலேயே குறித்த நபர் அங்கிருந்து நேற்று: [16, 1065, 166, 1312]
